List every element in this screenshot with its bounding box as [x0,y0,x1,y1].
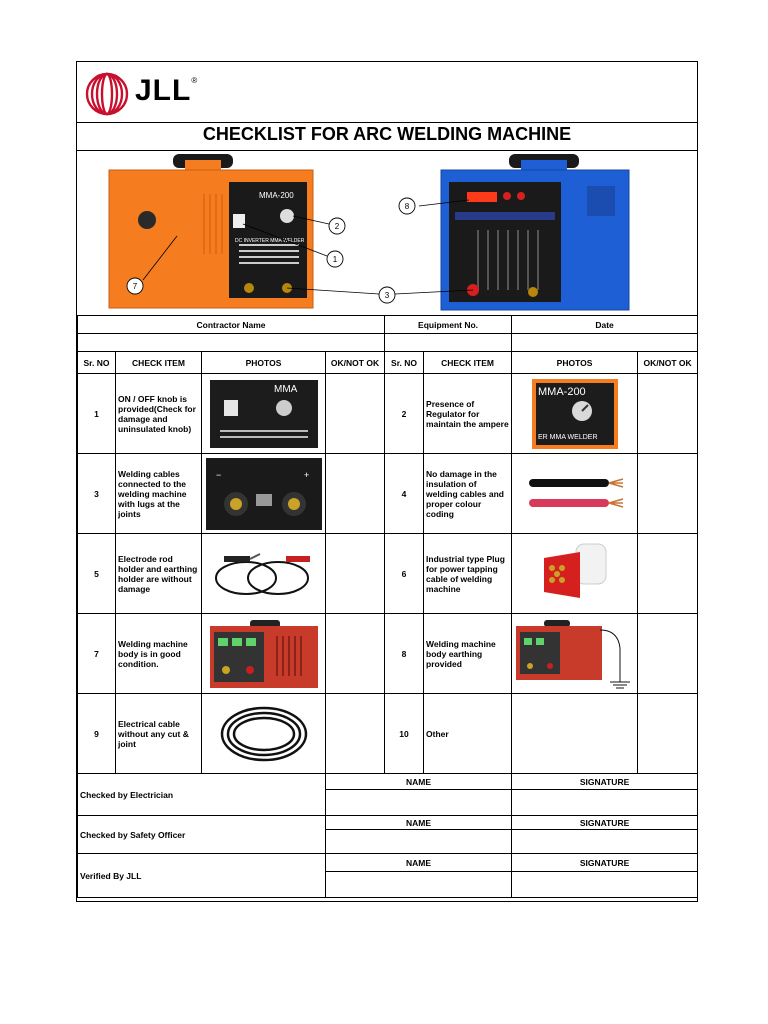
ok-not-ok-header: OK/NOT OK [326,352,385,374]
photo-electrode-holders [202,534,326,614]
svg-text:MMA-200: MMA-200 [537,385,586,398]
ok-not-ok-cell[interactable] [638,374,698,454]
jll-logo-text: JLL® [135,74,199,107]
photo-machine-earthing [512,614,638,694]
equipment-no-header: Equipment No. [385,316,512,334]
check-item: Welding cables connected to the welding machine with lugs at the joints [116,454,202,534]
signoff-signature-header: SIGNATURE [512,816,698,830]
equipment-no-field[interactable] [385,334,512,352]
logo-row [77,62,697,123]
callout-2: 2 [334,222,340,231]
signoff-signature-header: SIGNATURE [512,774,698,790]
sr-no: 4 [385,454,424,534]
sr-no: 1 [78,374,116,454]
page-title: CHECKLIST FOR ARC WELDING MACHINE [202,124,572,144]
check-item: Welding machine body is in good condition. [116,614,202,694]
check-item: Industrial type Plug for power tapping cable of welding machine [424,534,512,614]
callout-7: 7 [132,282,138,291]
ok-not-ok-header-2: OK/NOT OK [638,352,698,374]
sr-no-header-2: Sr. NO [385,352,424,374]
signoff-electrician-header [78,774,698,790]
title-row [77,122,697,151]
table-row [78,694,698,774]
photo-cable-coil [202,694,326,774]
photo-industrial-plug [512,534,638,614]
info-entry-row [78,334,698,352]
hero-machines-illustration [77,150,697,315]
check-item: ON / OFF knob is provided(Check for damage and uninsulated knob) [116,374,202,454]
signoff-name-header: NAME [326,774,512,790]
check-item: No damage in the insulation of welding cables and proper colour coding [424,454,512,534]
check-item-header-2: CHECK ITEM [424,352,512,374]
ok-not-ok-cell[interactable] [638,534,698,614]
svg-text:MMA: MMA [273,383,297,395]
orange-panel-sublabel: DC INVERTER MMA WELDER [235,238,305,244]
sr-no: 3 [78,454,116,534]
ok-not-ok-cell[interactable] [326,694,385,774]
svg-text:ER MMA WELDER: ER MMA WELDER [537,433,598,441]
photo-regulator-knob [512,374,638,454]
signoff-label: Checked by Safety Officer [78,816,326,854]
checklist-sheet [76,61,698,902]
ok-not-ok-cell[interactable] [326,534,385,614]
date-header: Date [512,316,698,334]
photos-header: PHOTOS [202,352,326,374]
ok-not-ok-cell[interactable] [638,694,698,774]
signoff-name-field[interactable] [326,790,512,816]
svg-text:+: + [303,469,309,480]
photo-panel-switch [202,374,326,454]
table-row [78,454,698,534]
hero-image [77,150,697,316]
table-row [78,374,698,454]
sr-no-header: Sr. NO [78,352,116,374]
signoff-signature-field[interactable] [512,830,698,854]
signoff-signature-header: SIGNATURE [512,854,698,872]
signoff-name-field[interactable] [326,830,512,854]
contractor-name-header: Contractor Name [78,316,385,334]
blue-welding-machine [441,154,629,310]
sr-no: 7 [78,614,116,694]
photos-header-2: PHOTOS [512,352,638,374]
photo-machine-body [202,614,326,694]
signoff-label: Checked by Electrician [78,774,326,816]
signoff-safety-header [78,816,698,830]
ok-not-ok-cell[interactable] [638,454,698,534]
callout-8: 8 [404,202,410,211]
signoff-name-header: NAME [326,816,512,830]
check-item: Presence of Regulator for maintain the ampere [424,374,512,454]
sr-no: 6 [385,534,424,614]
signoff-jll-header [78,854,698,872]
callout-1: 1 [332,255,338,264]
signoff-signature-field[interactable] [512,790,698,816]
checklist-table [77,315,698,898]
sr-no: 2 [385,374,424,454]
signoff-signature-field[interactable] [512,872,698,898]
date-field[interactable] [512,334,698,352]
photo-cable-sockets [202,454,326,534]
sr-no: 8 [385,614,424,694]
column-header-row [78,352,698,374]
photo-cables-colour [512,454,638,534]
ok-not-ok-cell[interactable] [638,614,698,694]
table-row [78,534,698,614]
info-header-row [78,316,698,334]
contractor-name-field[interactable] [78,334,385,352]
check-item: Electrical cable without any cut & joint [116,694,202,774]
check-item: Other [424,694,512,774]
signoff-label: Verified By JLL [78,854,326,898]
ok-not-ok-cell[interactable] [326,614,385,694]
svg-text:−: − [215,469,221,480]
photo-empty [512,694,638,774]
sr-no: 10 [385,694,424,774]
callout-3: 3 [384,291,390,300]
ok-not-ok-cell[interactable] [326,454,385,534]
sr-no: 5 [78,534,116,614]
sr-no: 9 [78,694,116,774]
check-item: Welding machine body earthing provided [424,614,512,694]
orange-panel-label: MMA-200 [259,191,294,200]
table-row [78,614,698,694]
check-item-header: CHECK ITEM [116,352,202,374]
signoff-name-header: NAME [326,854,512,872]
ok-not-ok-cell[interactable] [326,374,385,454]
signoff-name-field[interactable] [326,872,512,898]
check-item: Electrode rod holder and earthing holder are without damage [116,534,202,614]
jll-logo-mark [85,72,129,116]
